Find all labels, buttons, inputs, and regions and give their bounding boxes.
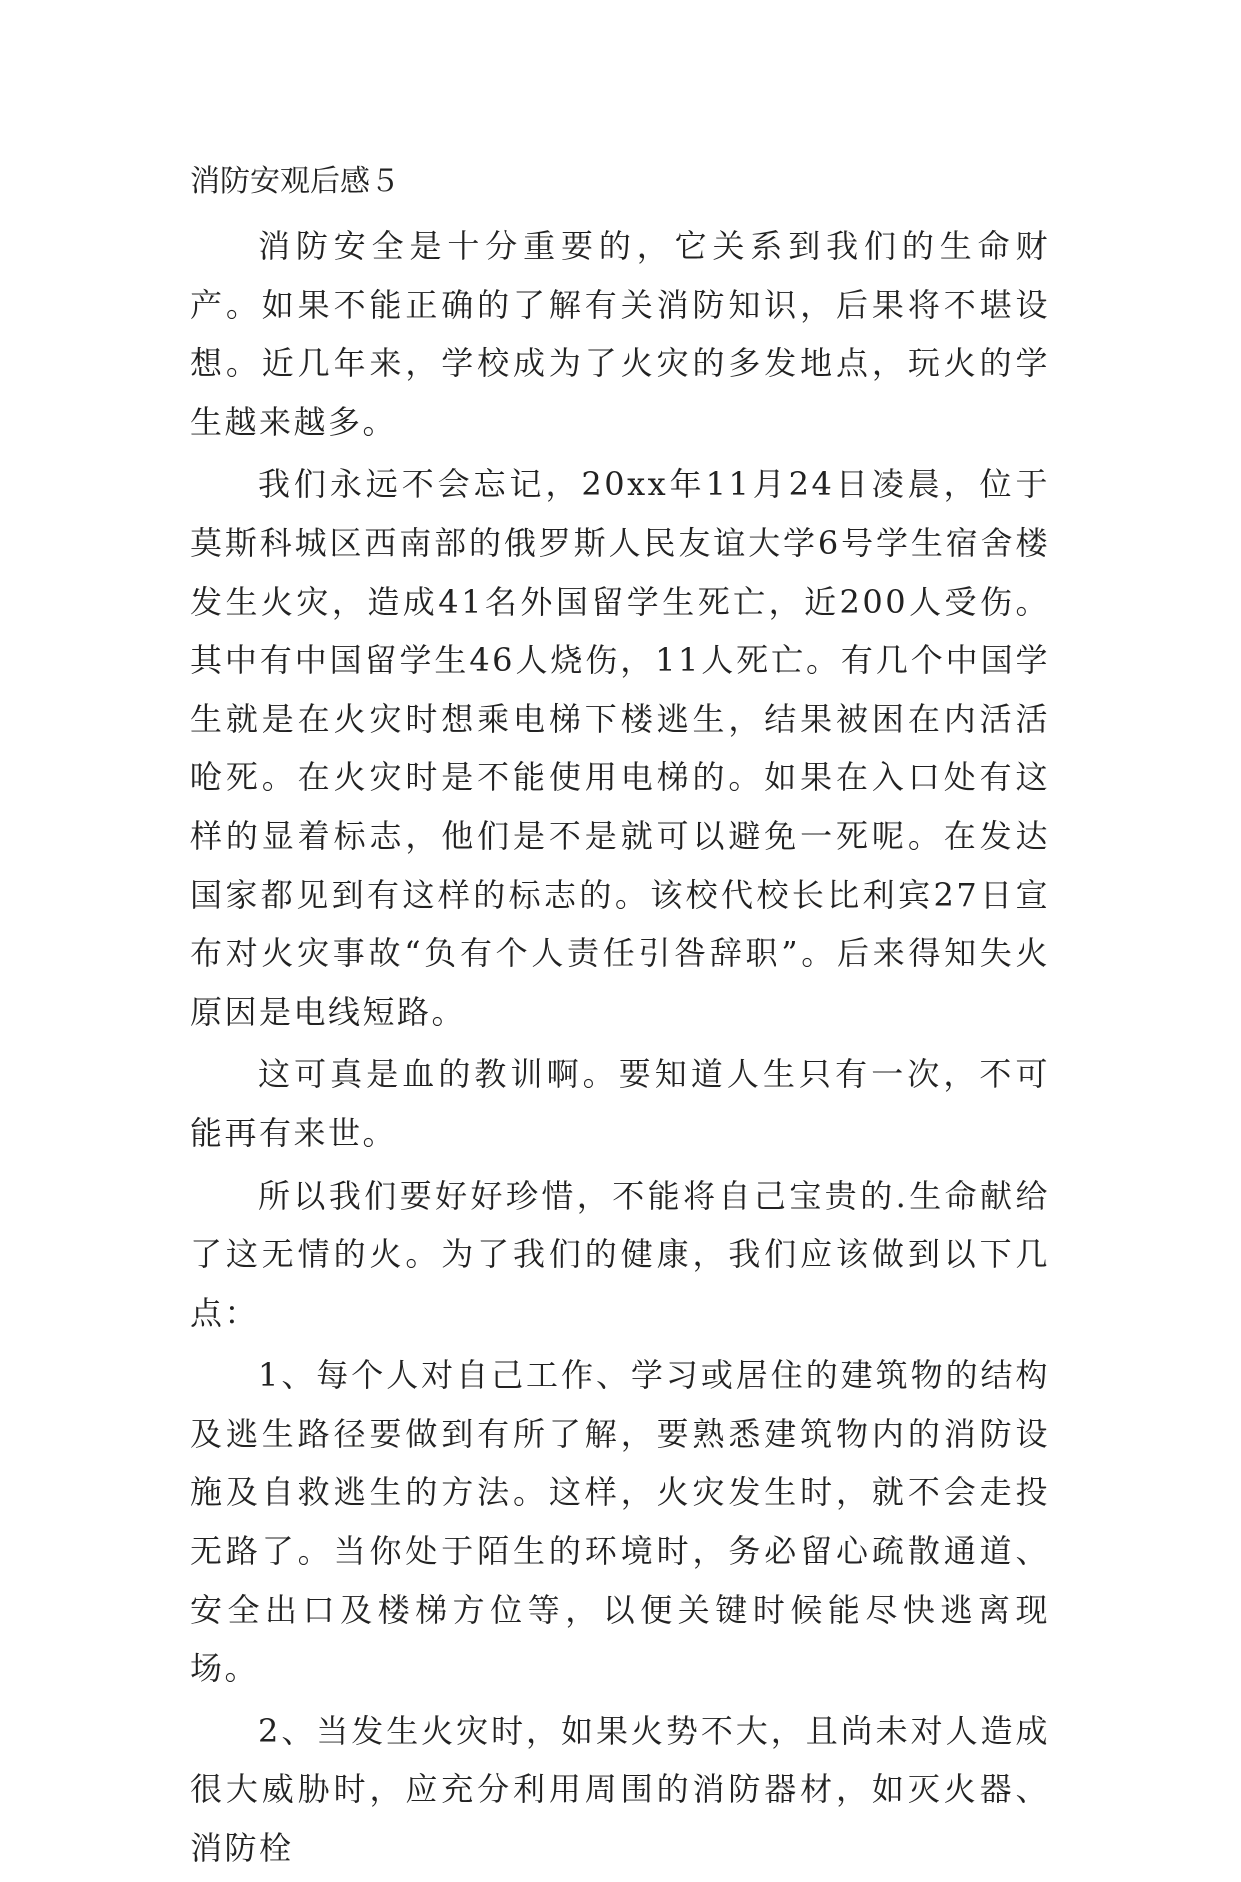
paragraph: 2、当发生火灾时，如果火势不大，且尚未对人造成很大威胁时，应充分利用周围的消防器材，如灭火器、消防栓 (190, 1711, 1050, 1868)
document-title: 消防安观后感５ (190, 164, 400, 199)
paragraph: 我们永远不会忘记，20xx年11月24日凌晨，位于莫斯科城区西南部的俄罗斯人民友谊大学6号学生宿舍楼发生火灾，造成41名外国留学生死亡，近200人受伤。其中有中国留学生46人烧伤，11人死亡。有几个中国学生就是在火灾时想乘电梯下楼逃生，结果被困在内活活呛死。在火灾时是不能使用电梯的。如果在入口处有这样的显着标志，他们是不是就可以避免一死呢。在发达国家都见到有这样的标志的。该校代校长比利宾27日宣布对火灾事故“负有个人责任引咎辞职”。后来得知失火原因是电线短路。 (190, 465, 1050, 1031)
document-body (190, 217, 1050, 1882)
paragraph: 消防安全是十分重要的，它关系到我们的生命财产。如果不能正确的了解有关消防知识，后果将不堪设想。近几年来，学校成为了火灾的多发地点，玩火的学生越来越多。 (190, 227, 1050, 441)
paragraph: 这可真是血的教训啊。要知道人生只有一次，不可能再有来世。 (190, 1055, 1050, 1152)
paragraph: 1、每个人对自己工作、学习或居住的建筑物的结构及逃生路径要做到有所了解，要熟悉建筑物内的消防设施及自救逃生的方法。这样，火灾发生时，就不会走投无路了。当你处于陌生的环境时，务必留心疏散通道、安全出口及楼梯方位等，以便关键时候能尽快逃离现场。 (190, 1356, 1050, 1688)
paragraph: 所以我们要好好珍惜，不能将自己宝贵的.生命献给了这无情的火。为了我们的健康，我们应该做到以下几点： (190, 1176, 1050, 1332)
